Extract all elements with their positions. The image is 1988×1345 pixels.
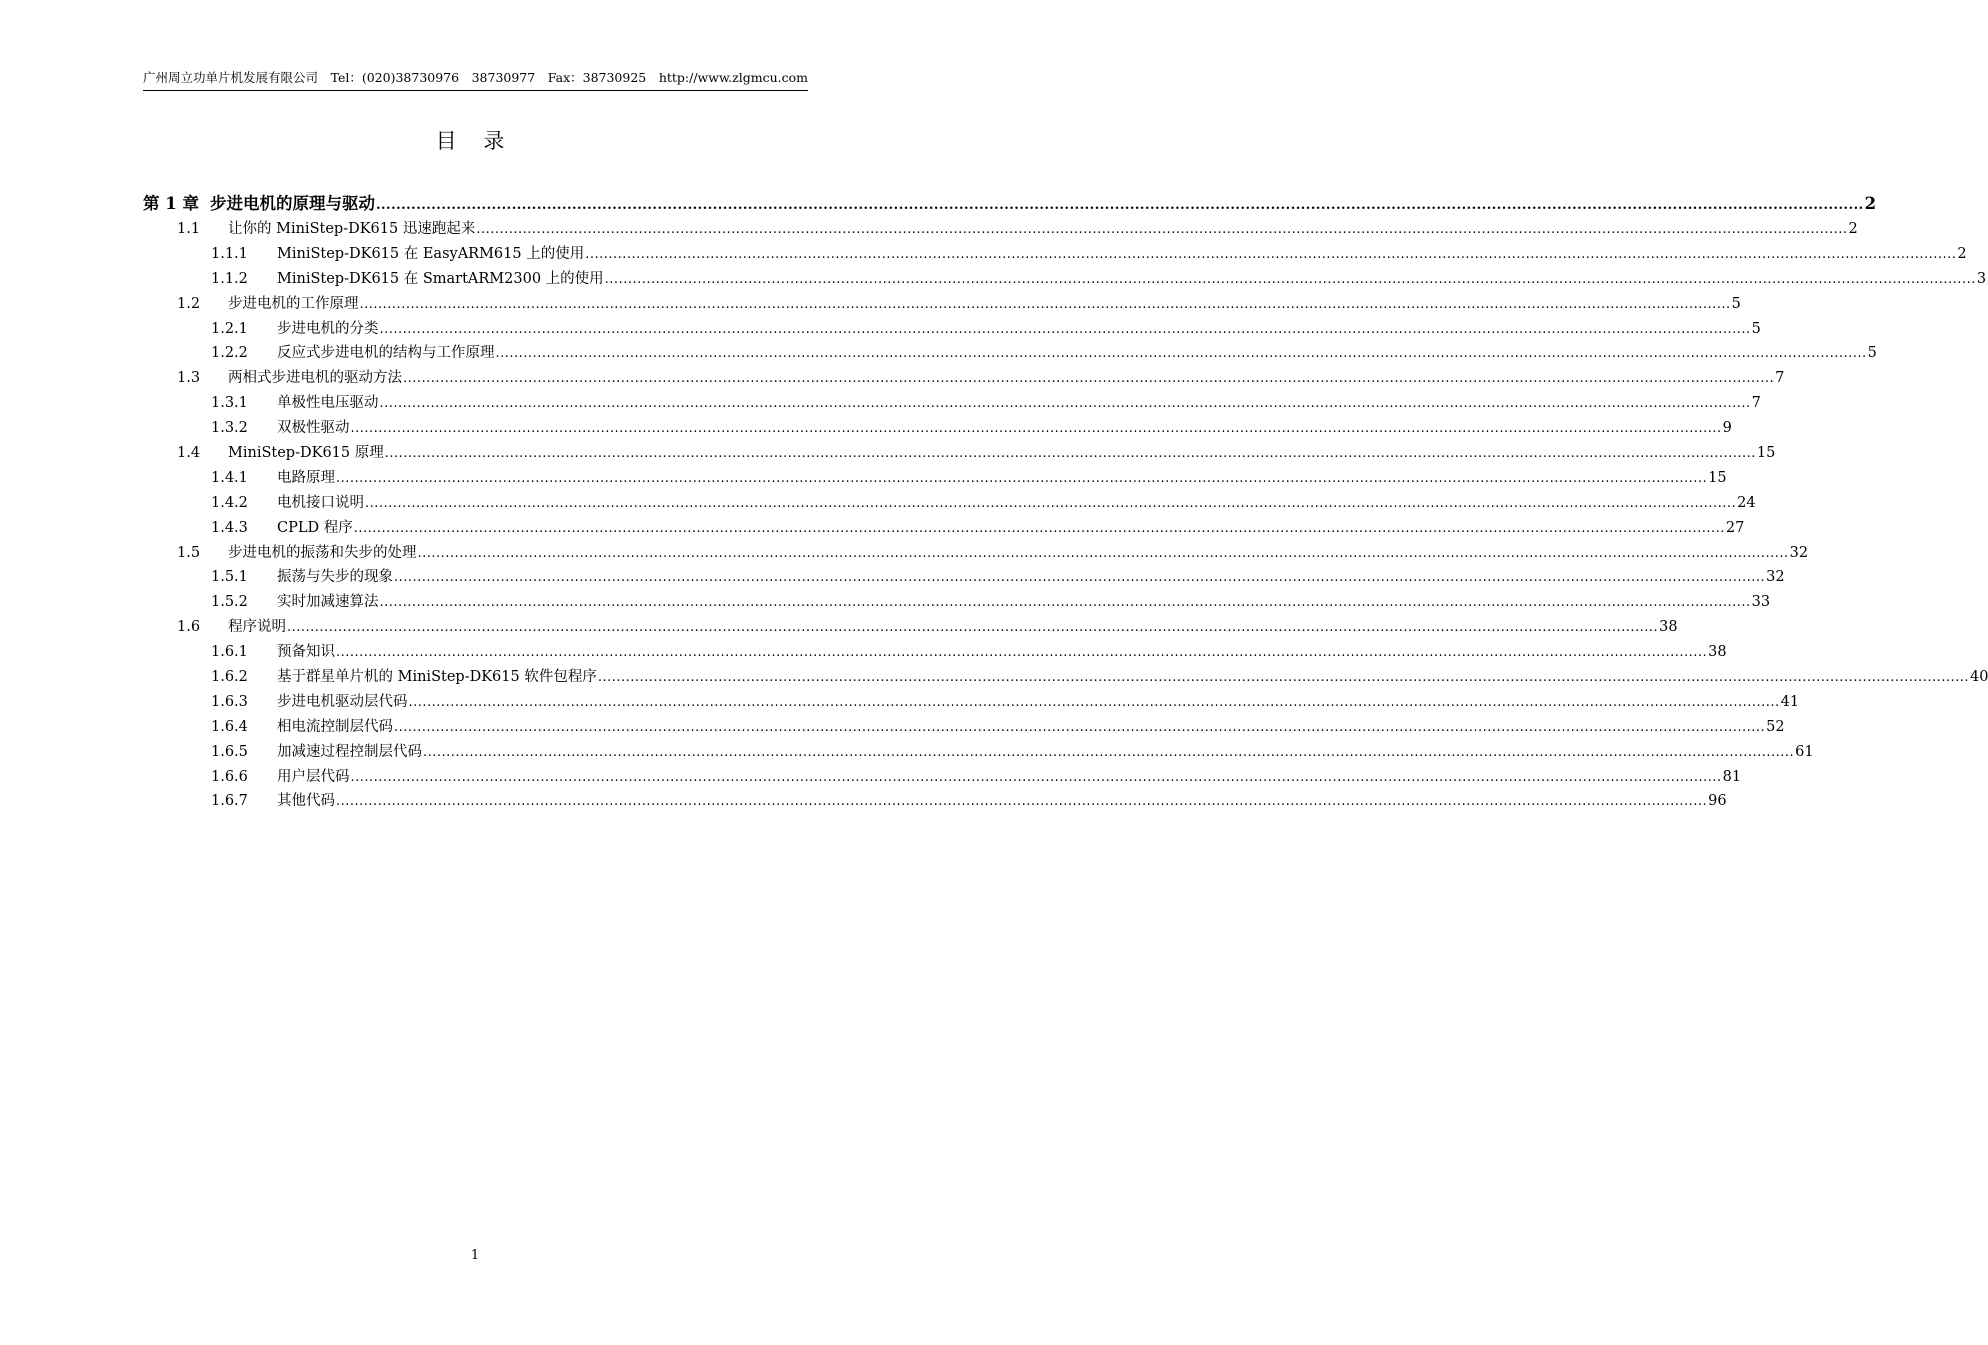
toc-entry-number: 1.1.2	[211, 270, 248, 287]
toc-entry-title: CPLD 程序	[277, 519, 353, 536]
toc-entry-number: 1.6.3	[211, 693, 248, 710]
toc-entry-number: 第 1 章	[143, 194, 199, 213]
toc-entry-number: 1.2.1	[211, 320, 248, 337]
toc-entry-page: 5	[1867, 345, 1877, 362]
toc-entry[interactable]	[143, 190, 1877, 217]
toc-entry-title: 用户层代码	[277, 768, 350, 785]
toc-entry[interactable]	[143, 541, 1809, 566]
toc-dot-leader	[351, 417, 1722, 442]
toc-entry-page: 81	[1722, 768, 1742, 785]
toc-entry[interactable]	[143, 690, 1800, 715]
toc-dot-leader	[336, 641, 1707, 666]
toc-dot-leader	[336, 467, 1707, 492]
toc-entry[interactable]	[143, 391, 1761, 416]
toc-entry-number: 1.3.1	[211, 395, 248, 412]
toc-dot-leader	[585, 243, 1956, 268]
toc-entry[interactable]	[143, 217, 1858, 242]
toc-entry[interactable]	[143, 416, 1732, 441]
toc-entry-page: 96	[1708, 793, 1727, 810]
toc-entry-title: 让你的 MiniStep-DK615 迅速跑起来	[228, 221, 476, 237]
toc-entry-number: 1.1	[177, 221, 201, 237]
toc-entry-page: 38	[1659, 619, 1678, 636]
toc-entry-title: 双极性驱动	[277, 420, 350, 437]
toc-dot-leader	[336, 790, 1707, 815]
toc-dot-leader	[287, 616, 1658, 641]
toc-entry[interactable]	[143, 516, 1745, 541]
toc-dot-leader	[394, 566, 1765, 591]
toc-entry-number: 1.2.2	[211, 345, 248, 362]
toc-entry[interactable]	[143, 317, 1761, 342]
toc-entry-title: 电路原理	[277, 469, 335, 486]
toc-entry-title: 振荡与失步的现象	[277, 569, 393, 586]
table-of-contents	[143, 190, 1988, 814]
toc-entry-page: 61	[1795, 743, 1814, 760]
toc-entry-title: MiniStep-DK615 原理	[228, 445, 384, 462]
toc-entry[interactable]	[143, 765, 1742, 790]
toc-entry-page: 7	[1751, 395, 1761, 412]
toc-entry[interactable]	[143, 565, 1785, 590]
toc-entry-page: 52	[1766, 718, 1785, 735]
toc-entry-number: 1.4.1	[211, 469, 248, 486]
toc-entry-page: 38	[1708, 644, 1727, 661]
toc-dot-leader	[380, 318, 1751, 343]
toc-entry-title: 预备知识	[277, 644, 335, 661]
toc-entry-title: 步进电机的分类	[277, 320, 379, 337]
toc-dot-leader	[380, 392, 1751, 417]
toc-entry[interactable]	[143, 466, 1727, 491]
toc-entry[interactable]	[143, 242, 1967, 267]
toc-entry[interactable]	[143, 640, 1727, 665]
toc-entry-number: 1.5.1	[211, 569, 248, 586]
company-name: 广州周立功单片机发展有限公司	[143, 70, 319, 85]
toc-entry-page: 5	[1731, 295, 1741, 312]
toc-entry-number: 1.6.6	[211, 768, 248, 785]
toc-entry-title: 基于群星单片机的 MiniStep-DK615 软件包程序	[277, 669, 597, 686]
toc-entry[interactable]	[143, 740, 1814, 765]
toc-dot-leader	[476, 218, 1847, 243]
toc-entry-number: 1.4.2	[211, 494, 248, 511]
toc-dot-leader	[418, 542, 1789, 567]
toc-entry-number: 1.6.1	[211, 644, 248, 661]
toc-entry-page: 2	[1848, 221, 1858, 237]
toc-entry-page: 3	[1976, 270, 1987, 287]
toc-entry[interactable]	[143, 491, 1756, 516]
toc-dot-leader	[423, 741, 1794, 766]
toc-entry[interactable]	[143, 341, 1877, 366]
toc-entry-number: 1.3	[177, 370, 201, 387]
toc-entry-page: 15	[1756, 445, 1776, 462]
toc-entry-number: 1.5.2	[211, 594, 248, 611]
toc-entry-page: 2	[1864, 194, 1877, 213]
toc-dot-leader	[385, 442, 1756, 467]
toc-entry-title: 程序说明	[228, 619, 286, 636]
toc-entry-title: 电机接口说明	[277, 494, 364, 511]
toc-entry[interactable]	[143, 292, 1741, 317]
fax: Fax：38730925	[547, 70, 647, 85]
toc-entry-number: 1.2	[177, 295, 201, 312]
toc-entry-number: 1.1.1	[211, 245, 248, 262]
toc-entry[interactable]	[143, 441, 1776, 466]
toc-entry-title: 反应式步进电机的结构与工作原理	[277, 345, 495, 362]
toc-entry-page: 32	[1766, 569, 1785, 586]
toc-entry-title: 单极性电压驱动	[277, 395, 379, 412]
toc-dot-leader	[380, 591, 1751, 616]
toc-entry-number: 1.3.2	[211, 420, 248, 437]
toc-entry-title: 步进电机驱动层代码	[277, 693, 408, 710]
toc-entry-title: 实时加减速算法	[277, 594, 379, 611]
toc-entry-page: 9	[1722, 420, 1732, 437]
toc-entry-number: 1.4	[177, 445, 201, 462]
toc-entry-number: 1.6.7	[211, 793, 248, 810]
toc-entry-number: 1.6.2	[211, 669, 248, 686]
toc-dot-leader	[351, 766, 1722, 791]
toc-entry-page: 7	[1775, 370, 1785, 387]
toc-entry[interactable]	[143, 615, 1678, 640]
toc-dot-leader	[496, 342, 1867, 367]
toc-entry-number: 1.5	[177, 544, 201, 561]
toc-entry-page: 15	[1708, 469, 1727, 486]
toc-entry-page: 5	[1751, 320, 1761, 337]
toc-entry[interactable]	[143, 789, 1727, 814]
telephone: Tel：(020)38730976 38730977	[330, 70, 536, 85]
toc-entry-page: 41	[1780, 693, 1800, 710]
toc-entry[interactable]	[143, 665, 1988, 690]
toc-entry[interactable]	[143, 267, 1987, 292]
toc-entry-title: MiniStep-DK615 在 EasyARM615 上的使用	[277, 245, 585, 262]
toc-entry-number: 1.6	[177, 619, 201, 636]
toc-entry-title: 加减速过程控制层代码	[277, 743, 422, 760]
toc-entry-page: 27	[1725, 519, 1745, 536]
toc-dot-leader	[605, 268, 1976, 293]
toc-dot-leader	[360, 293, 1731, 318]
toc-entry-page: 32	[1789, 544, 1809, 561]
toc-dot-leader	[354, 517, 1725, 542]
toc-entry-page: 24	[1737, 494, 1756, 511]
toc-dot-leader	[376, 192, 1864, 219]
toc-entry-page: 33	[1751, 594, 1771, 611]
toc-entry[interactable]	[143, 590, 1771, 615]
toc-dot-leader	[403, 367, 1774, 392]
toc-entry-number: 1.6.5	[211, 743, 248, 760]
website-url[interactable]: http://www.zlgmcu.com	[658, 70, 808, 85]
toc-entry-title: 其他代码	[277, 793, 335, 810]
page-number: 1	[470, 1248, 480, 1263]
toc-entry[interactable]	[143, 715, 1785, 740]
toc-entry-page: 2	[1957, 245, 1967, 262]
toc-entry[interactable]	[143, 366, 1785, 391]
toc-dot-leader	[409, 691, 1780, 716]
toc-entry-page: 40	[1970, 669, 1988, 686]
toc-entry-title: 步进电机的工作原理	[228, 295, 359, 312]
page-title: 目 录	[435, 129, 515, 153]
toc-entry-number: 1.4.3	[211, 519, 248, 536]
toc-entry-number: 1.6.4	[211, 718, 248, 735]
toc-entry-title: 两相式步进电机的驱动方法	[228, 370, 402, 387]
toc-entry-title: 步进电机的振荡和失步的处理	[228, 544, 417, 561]
page-header	[143, 68, 808, 91]
toc-dot-leader	[365, 492, 1736, 517]
toc-entry-title: 步进电机的原理与驱动	[210, 194, 375, 213]
toc-entry-title: 相电流控制层代码	[277, 718, 393, 735]
toc-dot-leader	[394, 716, 1765, 741]
toc-entry-title: MiniStep-DK615 在 SmartARM2300 上的使用	[277, 270, 604, 287]
toc-dot-leader	[598, 666, 1969, 691]
